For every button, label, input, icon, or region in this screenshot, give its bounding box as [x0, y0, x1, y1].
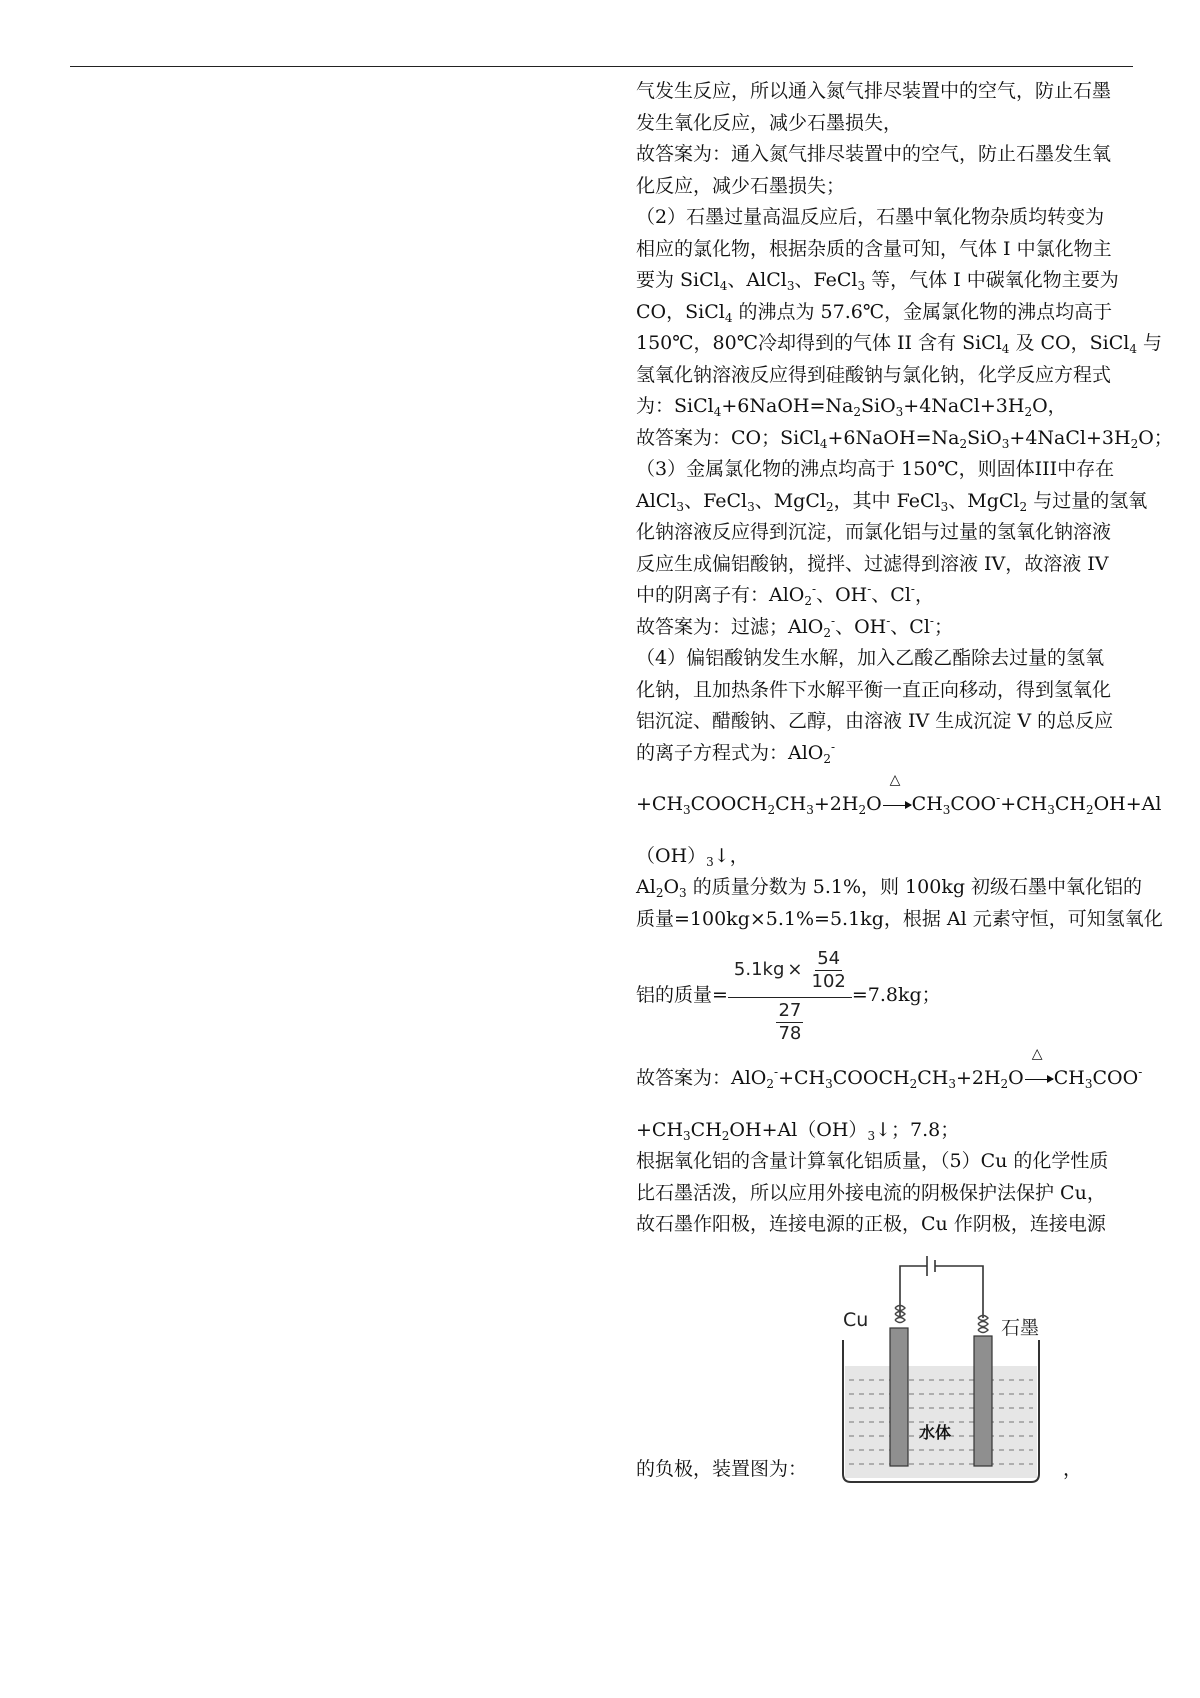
text-line: 铝沉淀、醋酸钠、乙醇，由溶液 IV 生成沉淀 V 的总反应 [636, 710, 1114, 732]
subscript: 4 [713, 405, 722, 419]
text: +2H [813, 793, 859, 815]
text-line [636, 297, 1171, 329]
text: +CH [636, 1118, 684, 1141]
subscript: 2 [858, 803, 867, 817]
subscript: 2 [766, 1077, 775, 1091]
text: 与 [1136, 332, 1163, 354]
subscript: 3 [948, 1077, 956, 1091]
equation-line [636, 391, 1171, 423]
text: SiO [860, 395, 896, 417]
superscript: - [867, 582, 872, 596]
superscript: - [996, 791, 1001, 805]
subscript: 2 [823, 751, 832, 766]
text: 、OH [816, 584, 868, 606]
text-line [636, 738, 1171, 770]
text: 、Cl [871, 584, 911, 606]
superscript: - [812, 582, 817, 596]
text-line: 发生氧化反应，减少石墨损失， [636, 111, 903, 134]
text: O [866, 793, 882, 815]
subscript: 2 [1024, 405, 1033, 419]
subscript: 3 [867, 1128, 876, 1143]
fraction-line [636, 937, 1171, 1055]
figure-line [636, 1241, 1171, 1486]
subscript: 4 [719, 279, 728, 293]
subscript: 2 [655, 886, 664, 900]
text-line: 质量=100kg×5.1%=5.1kg，根据 Al 元素守恒，可知氢氧化 [636, 907, 1163, 930]
text: 150℃，80℃冷却得到的气体 II 含有 SiCl [636, 332, 1002, 354]
fraction [728, 948, 852, 1045]
text: +4NaCl+3H [903, 395, 1025, 417]
text: ， [1063, 1458, 1083, 1480]
answer-line [636, 1046, 1171, 1095]
denominator-denominator: 78 [778, 1022, 802, 1044]
equation-line [636, 841, 1171, 873]
subscript: 3 [676, 499, 685, 514]
text: 及 CO，SiCl [1009, 332, 1130, 354]
subscript: 3 [683, 1128, 691, 1143]
superscript: - [774, 1065, 779, 1079]
text: O [663, 876, 680, 898]
text: Al [636, 876, 656, 898]
subscript: 2 [909, 1077, 918, 1091]
spacer [636, 1055, 1171, 1063]
text: COO [950, 793, 997, 815]
spacer [636, 1095, 1171, 1115]
subscript: 3 [679, 886, 687, 900]
text-line: （3）金属氯化物的沸点均高于 150℃，则固体III中存在 [636, 458, 1115, 480]
superscript: - [1138, 1065, 1143, 1079]
subscript: 3 [786, 279, 795, 293]
label-water-body: 水体 [919, 1422, 952, 1442]
inner-denominator: 102 [811, 970, 846, 992]
subscript: 4 [819, 436, 828, 451]
subscript: 3 [706, 854, 714, 869]
subscript: 3 [857, 279, 866, 293]
fraction-numerator [728, 948, 852, 998]
text: 、FeCl [684, 489, 748, 512]
text: CH [690, 1118, 722, 1141]
text: +4NaCl+3H [1009, 426, 1131, 449]
text: +CH [636, 793, 684, 815]
text: 、Cl [890, 615, 930, 638]
text: OH+Al（OH） [729, 1118, 868, 1141]
text: CO，SiCl [636, 300, 725, 323]
equation-line [636, 772, 1171, 821]
text: 、OH [835, 615, 887, 638]
text: COOCH [690, 793, 768, 815]
subscript: 2 [767, 803, 776, 817]
answer-line [636, 612, 1171, 644]
text: ↓；7.8； [875, 1118, 960, 1141]
text: 的离子方程式为：AlO [636, 741, 824, 764]
subscript: 2 [721, 1128, 730, 1143]
coil-icon [895, 1305, 988, 1332]
spacer [636, 821, 1171, 841]
text-line: 故石墨作阳极，连接电源的正极，Cu 作阴极，连接电源 [636, 1213, 1106, 1235]
text: CH [911, 793, 943, 815]
text-line: 反应生成偏铝酸钠，搅拌、过滤得到溶液 IV，故溶液 IV [636, 552, 1109, 575]
text: （OH） [636, 844, 707, 867]
numerator-mass: 5.1kg [733, 959, 785, 981]
spacer [636, 769, 1171, 789]
subscript: 3 [1001, 436, 1010, 451]
text: ； [933, 615, 953, 638]
subscript: 2 [825, 499, 834, 514]
text: 故答案为：CO；SiCl [636, 426, 820, 449]
fraction-denominator [776, 998, 803, 1045]
text: 、AlCl [727, 269, 787, 291]
text: 的质量分数为 5.1%，则 100kg 初级石墨中氧化铝的 [686, 876, 1143, 898]
subscript: 2 [959, 436, 968, 451]
superscript: - [831, 613, 836, 628]
answer-line [636, 1115, 1171, 1147]
text-line [636, 580, 1171, 612]
times-symbol: × [787, 959, 803, 981]
text-line [636, 328, 1171, 360]
text: CH [1054, 793, 1086, 815]
subscript: 2 [804, 594, 813, 608]
answer-line [636, 423, 1171, 455]
header-rule [70, 66, 1133, 67]
text-line [636, 486, 1171, 518]
graphite-electrode [974, 1336, 992, 1466]
power-supply-wire [900, 1256, 983, 1318]
inner-numerator: 54 [817, 947, 841, 969]
text-line: 故答案为：通入氮气排尽装置中的空气，防止石墨发生氧 [636, 143, 1112, 165]
text: +CH [1000, 793, 1048, 815]
text: 的沸点为 57.6℃，金属氯化物的沸点均高于 [732, 300, 1113, 323]
subscript: 4 [1129, 342, 1137, 356]
subscript: 3 [747, 499, 755, 514]
subscript: 3 [895, 405, 904, 419]
text: 故答案为：AlO [636, 1067, 767, 1089]
text: 等，气体 I 中碳氧化物主要为 [865, 269, 1119, 291]
text: +6NaOH=Na [827, 426, 960, 449]
text-line: 根据氧化铝的含量计算氧化铝质量，（5）Cu 的化学性质 [636, 1150, 1109, 1172]
text: O， [1032, 395, 1067, 417]
subscript: 3 [1084, 1077, 1093, 1091]
text-line: 气发生反应，所以通入氮气排尽装置中的空气，防止石墨 [636, 80, 1112, 102]
text: SiO [967, 426, 1002, 449]
subscript: 2 [1085, 803, 1094, 817]
text: =7.8kg； [851, 984, 941, 1007]
superscript: - [910, 582, 915, 596]
subscript: 2 [853, 405, 861, 419]
heat-arrow [1024, 1046, 1054, 1095]
text: O； [1138, 426, 1173, 449]
text: 为：SiCl [636, 395, 714, 417]
subscript: 2 [823, 625, 832, 640]
text: 铝的质量= [636, 984, 728, 1007]
heat-arrow [882, 772, 912, 821]
label-cu: Cu [843, 1308, 869, 1331]
text: O [1008, 1067, 1024, 1089]
arrow-icon [1025, 1079, 1053, 1080]
subscript: 3 [806, 803, 814, 817]
text: +CH [778, 1067, 826, 1089]
subscript: 4 [724, 310, 733, 325]
superscript: - [886, 613, 891, 628]
text: OH+Al [1093, 793, 1162, 815]
text: 、MgCl [754, 489, 826, 512]
subscript: 3 [940, 499, 949, 514]
text: 要为 SiCl [636, 269, 720, 291]
text-line: 氢氧化钠溶液反应得到硅酸钠与氯化钠，化学反应方程式 [636, 363, 1112, 386]
text: CH [775, 793, 807, 815]
text-line: 化反应，减少石墨损失； [636, 174, 846, 197]
subscript: 2 [1019, 499, 1028, 514]
cu-electrode [890, 1328, 908, 1466]
text: 、MgCl [948, 489, 1020, 512]
text: ↓， [713, 844, 749, 867]
subscript: 3 [1047, 803, 1055, 817]
text: +2H [955, 1067, 1001, 1089]
text: 故答案为：过滤；AlO [636, 615, 824, 638]
inner-fraction [812, 948, 846, 993]
text: COOCH [832, 1067, 910, 1089]
answer-column [636, 76, 1171, 1486]
text: 、FeCl [794, 269, 858, 291]
text: 的负极，装置图为： [636, 1458, 808, 1480]
text: ，其中 FeCl [833, 489, 941, 512]
text-line: 比石墨活泼，所以应用外接电流的阴极保护法保护 Cu， [636, 1181, 1106, 1204]
text-line: 相应的氯化物，根据杂质的含量可知，气体 I 中氯化物主 [636, 237, 1112, 260]
heat-symbol: △ [1031, 1046, 1043, 1062]
subscript: 3 [683, 803, 691, 817]
text: CH [917, 1067, 949, 1089]
denominator-numerator: 27 [778, 999, 802, 1021]
text: AlCl [636, 489, 677, 512]
text-line: 化钠，且加热条件下水解平衡一直正向移动，得到氢氧化 [636, 678, 1112, 701]
denominator-fraction [776, 1000, 803, 1045]
text: COO [1092, 1067, 1139, 1089]
text: 中的阴离子有：AlO [636, 584, 805, 606]
label-graphite: 石墨 [1001, 1316, 1040, 1339]
subscript: 2 [1000, 1077, 1009, 1091]
heat-symbol: △ [889, 772, 901, 788]
text: ， [914, 584, 934, 606]
electrolysis-apparatus-figure [835, 1248, 1045, 1486]
subscript: 2 [1130, 436, 1139, 451]
text-line [636, 265, 1171, 297]
text-line [636, 872, 1171, 904]
text-line: （2）石墨过量高温反应后，石墨中氧化物杂质均转变为 [636, 206, 1105, 228]
superscript: - [831, 739, 836, 754]
subscript: 4 [1001, 342, 1010, 356]
text: CH [1053, 1067, 1085, 1089]
subscript: 3 [825, 1077, 833, 1091]
text-line: 化钠溶液反应得到沉淀，而氯化铝与过量的氢氧化钠溶液 [636, 521, 1112, 543]
arrow-icon [883, 805, 911, 806]
superscript: - [929, 613, 934, 628]
text: 与过量的氢氧 [1027, 489, 1148, 512]
text: +6NaOH=Na [721, 395, 854, 417]
text-line: （4）偏铝酸钠发生水解，加入乙酸乙酯除去过量的氢氧 [636, 647, 1105, 669]
subscript: 3 [942, 803, 951, 817]
